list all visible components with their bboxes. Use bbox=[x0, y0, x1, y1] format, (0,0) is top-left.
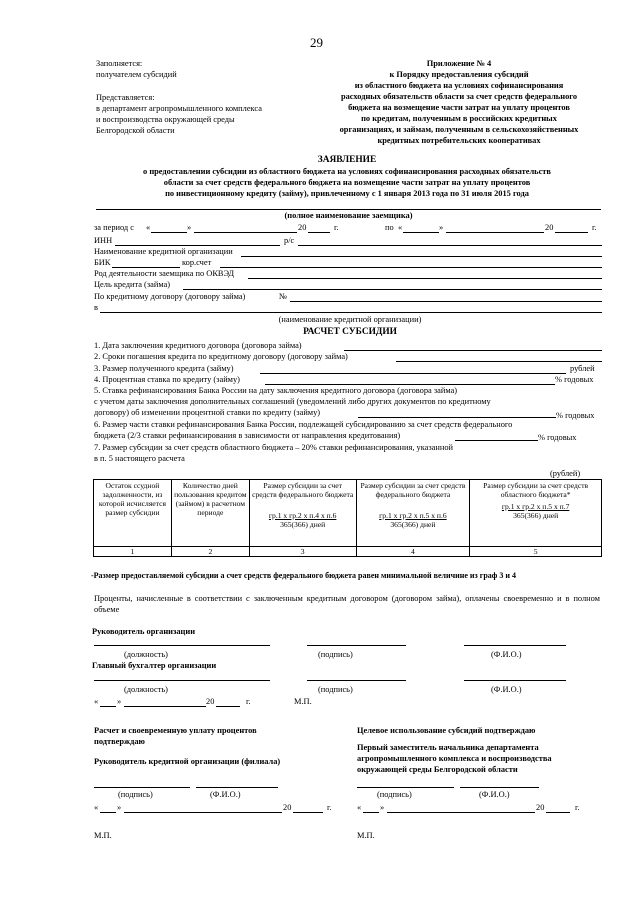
credit-signature-line[interactable] bbox=[94, 787, 190, 788]
appendix-line: к Порядку предоставления субсидий bbox=[389, 70, 529, 79]
table-header-text: Размер субсидии за счет средств областного бюджета* bbox=[483, 481, 589, 499]
position-caption: (должность) bbox=[124, 650, 168, 659]
calc-item-6b: бюджета (2/3 ставки рефинансирования в зависимости от направления кредитования) bbox=[94, 431, 401, 440]
table-formula: гр.1 х гр.2 х п.5 х п.6 bbox=[379, 511, 447, 520]
calc-item-1-field[interactable] bbox=[344, 341, 602, 351]
calc-item-4-field[interactable] bbox=[265, 375, 555, 385]
signature-caption: (подпись) bbox=[318, 650, 353, 659]
contract-no-field[interactable] bbox=[290, 292, 602, 302]
period-to-label: по bbox=[385, 223, 394, 232]
table-divisor: 365(366) дней bbox=[513, 511, 559, 520]
calc-item-2-field[interactable] bbox=[396, 352, 602, 362]
calc-title: РАСЧЕТ СУБСИДИИ bbox=[303, 327, 397, 337]
year-suffix: г. bbox=[575, 803, 580, 812]
submitted-label: Представляется: bbox=[96, 93, 155, 102]
deputy-date-month[interactable] bbox=[387, 803, 535, 813]
head-org-label: Руководитель организации bbox=[92, 627, 196, 636]
bik-label: БИК bbox=[94, 258, 111, 267]
appendix-line: из областного бюджета на условиях софинансирования bbox=[354, 81, 564, 90]
head-fio-line[interactable] bbox=[464, 645, 566, 646]
appendix-line: организациях, и займам, полученным в сельскохозяйственных bbox=[339, 125, 579, 134]
page-number: 29 bbox=[310, 35, 323, 50]
accountant-position-line[interactable] bbox=[94, 680, 270, 681]
table-formula: гр.1 х гр.2 х п.5 х п.7 bbox=[501, 502, 570, 511]
signature-caption: (подпись) bbox=[377, 790, 412, 799]
statement-title: ЗАЯВЛЕНИЕ bbox=[317, 155, 377, 165]
deputy-line: окружающей среды Белгородской области bbox=[357, 765, 518, 774]
table-header-cell bbox=[470, 480, 602, 547]
calc-item-3-field[interactable] bbox=[260, 364, 566, 374]
borrower-name-field[interactable] bbox=[96, 200, 601, 210]
quote: « bbox=[398, 223, 403, 232]
appendix-title: Приложение № 4 bbox=[426, 59, 492, 68]
quote: « bbox=[94, 803, 99, 812]
calc-item-3-unit: рублей bbox=[570, 364, 595, 373]
table-header-cell: Остаток ссудной задолженности, из которой исчисляется размер субсидии bbox=[94, 480, 172, 547]
table-header-text: Размер субсидии за счет средств федерального бюджета bbox=[252, 481, 354, 499]
interest-confirm-line: Расчет и своевременную уплату процентов bbox=[94, 726, 257, 735]
submitted-to-1: в департамент агропромышленного комплекса bbox=[96, 104, 262, 113]
year-prefix: 20 bbox=[298, 223, 307, 232]
bik-field[interactable] bbox=[112, 258, 180, 268]
subsidy-table bbox=[93, 479, 602, 557]
stamp-label: М.П. bbox=[94, 831, 112, 840]
signature-caption: (подпись) bbox=[118, 790, 153, 799]
rs-field[interactable] bbox=[298, 236, 602, 246]
calc-item-7b: в п. 5 настоящего расчета bbox=[94, 454, 185, 463]
quote: » bbox=[187, 223, 192, 232]
table-header-cell bbox=[249, 480, 356, 547]
submitted-to-2: и воспроизводства окружающей среды bbox=[96, 115, 235, 124]
credit-org-field[interactable] bbox=[100, 303, 602, 313]
appendix-line: по кредитам, полученным в российских кредитных bbox=[361, 114, 557, 123]
filled-by: получателем субсидий bbox=[96, 70, 177, 79]
sign-date-year[interactable] bbox=[216, 697, 240, 707]
calc-item-4: 4. Процентная ставка по кредиту (займу) bbox=[94, 375, 240, 384]
table-formula: гр.1 х гр.2 х п.4 х п.6 bbox=[268, 511, 337, 520]
bank-caption: (наименование кредитной организации) bbox=[278, 315, 422, 324]
bank-name-field[interactable] bbox=[241, 247, 602, 257]
year-prefix: 20 bbox=[536, 803, 545, 812]
calc-item-6-unit: % годовых bbox=[538, 433, 577, 442]
appendix-line: кредитных потребительских кооперативах bbox=[377, 136, 541, 145]
head-signature-line[interactable] bbox=[307, 645, 406, 646]
calc-item-2: 2. Сроки погашения кредита по кредитному договору (договору займа) bbox=[94, 352, 348, 361]
period-from-month[interactable] bbox=[194, 223, 297, 233]
deputy-date-year[interactable] bbox=[546, 803, 570, 813]
filled-label: Заполняется: bbox=[96, 59, 143, 68]
accountant-fio-line[interactable] bbox=[464, 680, 566, 681]
year-prefix: 20 bbox=[283, 803, 292, 812]
period-to-year[interactable] bbox=[555, 223, 588, 233]
sign-date-month[interactable] bbox=[124, 697, 206, 707]
calc-item-5-field[interactable] bbox=[358, 408, 556, 418]
table-cell: 1 bbox=[94, 547, 172, 557]
quote: » bbox=[117, 803, 122, 812]
credit-date-day[interactable] bbox=[100, 803, 116, 813]
calc-item-5a: 5. Ставка рефинансирования Банка России на дату заключения кредитного договора (договора займа) bbox=[94, 386, 458, 395]
contract-label: По кредитному договору (договору займа) bbox=[94, 292, 246, 301]
year-suffix: г. bbox=[246, 697, 251, 706]
purpose-label: Цель кредита (займа) bbox=[94, 280, 171, 289]
quote: » bbox=[117, 697, 122, 706]
table-header-row bbox=[94, 480, 602, 547]
accountant-signature-line[interactable] bbox=[307, 680, 406, 681]
calc-item-1: 1. Дата заключения кредитного договора (договора займа) bbox=[94, 341, 302, 350]
in-label: в bbox=[94, 303, 98, 312]
table-divisor: 365(366) дней bbox=[390, 520, 436, 529]
quote: » bbox=[380, 803, 385, 812]
year-prefix: 20 bbox=[545, 223, 554, 232]
calc-item-6a: 6. Размер части ставки рефинансирования Банка России, подлежащей субсидированию за счет средств федерального bbox=[94, 420, 513, 429]
head-position-line[interactable] bbox=[94, 645, 270, 646]
okved-label: Род деятельности заемщика по ОКВЭД bbox=[94, 269, 235, 278]
submitted-to-3: Белгородской области bbox=[96, 126, 175, 135]
deputy-fio-line[interactable] bbox=[460, 787, 539, 788]
deputy-date-day[interactable] bbox=[363, 803, 379, 813]
chief-accountant-label: Главный бухгалтер организации bbox=[92, 661, 217, 670]
fio-caption: (Ф.И.О.) bbox=[491, 685, 522, 694]
table-cell: 3 bbox=[249, 547, 356, 557]
quote: « bbox=[146, 223, 151, 232]
rs-label: р/с bbox=[284, 236, 295, 245]
fio-caption: (Ф.И.О.) bbox=[210, 790, 241, 799]
deputy-line: Первый заместитель начальника департамента bbox=[357, 743, 539, 752]
calc-item-7a: 7. Размер субсидии за счет средств областного бюджета – 20% ставки рефинансирования, указанной bbox=[94, 443, 454, 452]
quote: « bbox=[94, 697, 99, 706]
calc-item-5c: договору) об изменении процентной ставки по кредиту (займу) bbox=[94, 408, 321, 417]
appendix-line: бюджета на возмещение части затрат на уплату процентов bbox=[348, 103, 570, 112]
table-cell: 4 bbox=[356, 547, 470, 557]
stamp-label: М.П. bbox=[357, 831, 375, 840]
table-header-text: Размер субсидии за счет средств федерального бюджета bbox=[360, 481, 466, 499]
year-suffix: г. bbox=[334, 223, 339, 232]
appendix-line: расходных обязательств области за счет средств федерального bbox=[340, 92, 578, 101]
purpose-confirm-label: Целевое использование субсидий подтверждаю bbox=[357, 726, 536, 735]
credit-fio-line[interactable] bbox=[196, 787, 278, 788]
table-row bbox=[94, 547, 602, 557]
calc-item-5-unit: % годовых bbox=[556, 411, 595, 420]
table-divisor: 365(366) дней bbox=[280, 520, 326, 529]
calc-item-3: 3. Размер полученного кредита (займу) bbox=[94, 364, 234, 373]
currency-note: (рублей) bbox=[550, 469, 581, 478]
period-to-month[interactable] bbox=[446, 223, 544, 233]
fio-caption: (Ф.И.О.) bbox=[479, 790, 510, 799]
fio-caption: (Ф.И.О.) bbox=[491, 650, 522, 659]
year-suffix: г. bbox=[327, 803, 332, 812]
credit-org-head-label: Руководитель кредитной организации (филиала) bbox=[94, 757, 281, 766]
period-from-year[interactable] bbox=[308, 223, 330, 233]
interest-note: Проценты, начисленные в соответствии с заключенным кредитным договором (договором займа), оплачены своевременно и в полном объеме bbox=[94, 594, 600, 614]
bank-name-label: Наименование кредитной организации bbox=[94, 247, 233, 256]
quote: « bbox=[357, 803, 362, 812]
statement-line: области за счет средств федерального бюджета на возмещение части затрат на уплату процентов bbox=[163, 178, 531, 187]
contract-no-label: № bbox=[279, 292, 287, 301]
calc-item-4-unit: % годовых bbox=[555, 375, 594, 384]
period-from-day[interactable] bbox=[151, 223, 187, 233]
sign-date-day[interactable] bbox=[100, 697, 116, 707]
borrower-name-caption: (полное наименование заемщика) bbox=[284, 211, 413, 220]
okved-field[interactable] bbox=[248, 269, 602, 279]
period-to-day[interactable] bbox=[403, 223, 439, 233]
korr-label: кор.счет bbox=[182, 258, 212, 267]
statement-line: по инвестиционному кредиту (займу), привлеченному с 1 января 2013 года по 31 июля 2015 года bbox=[165, 189, 529, 198]
deputy-signature-line[interactable] bbox=[357, 787, 454, 788]
table-header-cell bbox=[356, 480, 470, 547]
table-header-cell: Количество дней пользования кредитом (займом) в расчетном периоде bbox=[171, 480, 249, 547]
deputy-line: агропромышленного комплекса и воспроизводства bbox=[357, 754, 552, 763]
signature-caption: (подпись) bbox=[318, 685, 353, 694]
credit-date-year[interactable] bbox=[293, 803, 323, 813]
table-footnote: -Размер предоставляемой субсидии а счет средств федерального бюджета равен минимальной величине из граф 3 и 4 bbox=[91, 571, 516, 580]
quote: » bbox=[439, 223, 444, 232]
period-label: за период с bbox=[94, 223, 135, 232]
stamp-label: М.П. bbox=[294, 697, 312, 706]
table-cell: 2 bbox=[171, 547, 249, 557]
calc-item-5b: с учетом даты заключения дополнительных соглашений (уведомлений либо других документов по кредитному bbox=[94, 397, 491, 406]
inn-label: ИНН bbox=[94, 236, 113, 245]
position-caption: (должность) bbox=[124, 685, 168, 694]
purpose-field[interactable] bbox=[183, 280, 602, 290]
korr-field[interactable] bbox=[220, 258, 602, 268]
year-prefix: 20 bbox=[206, 697, 215, 706]
inn-field[interactable] bbox=[115, 236, 280, 246]
calc-item-6-field[interactable] bbox=[455, 431, 538, 441]
interest-confirm-line: подтверждаю bbox=[94, 737, 145, 746]
statement-line: о предоставлении субсидии из областного бюджета на условиях софинансирования расходных обязательств bbox=[143, 167, 551, 176]
year-suffix: г. bbox=[592, 223, 597, 232]
credit-date-month[interactable] bbox=[124, 803, 282, 813]
table-cell: 5 bbox=[470, 547, 602, 557]
